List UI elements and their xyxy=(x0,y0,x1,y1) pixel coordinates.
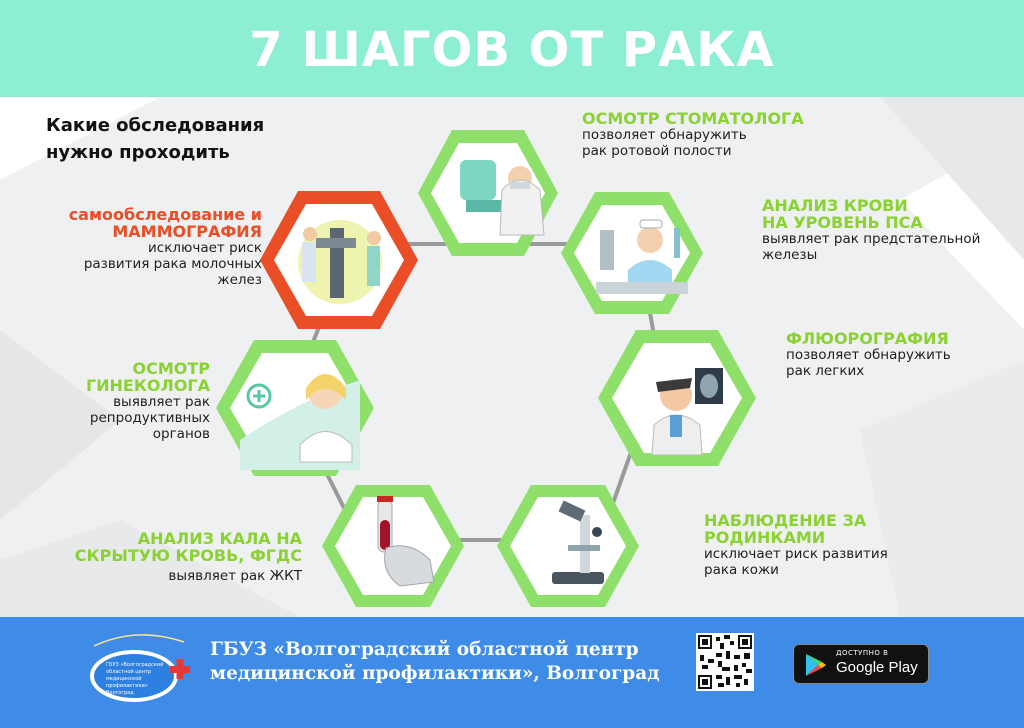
step-desc: желез xyxy=(217,272,262,288)
step-title: АНАЛИЗ КАЛА НА xyxy=(137,529,302,548)
step-moles xyxy=(704,512,924,578)
step-desc: рак ротовой полости xyxy=(582,143,732,159)
step-title: самообследование и xyxy=(68,205,262,224)
logo-text: профилактики» xyxy=(106,683,148,689)
step-title: РОДИНКАМИ xyxy=(704,528,826,547)
logo-text: медицинской xyxy=(106,676,142,682)
subtitle-line2: нужно проходить xyxy=(46,142,230,163)
qr-code[interactable] xyxy=(696,633,754,691)
store-name: Google Play xyxy=(836,659,918,676)
step-title: НАБЛЮДЕНИЕ ЗА xyxy=(704,511,867,530)
step-desc: позволяет обнаружить xyxy=(786,347,951,363)
step-desc: органов xyxy=(152,426,210,442)
subtitle-line1: Какие обследования xyxy=(46,115,265,136)
page-title: 7 ШАГОВ ОТ РАКА xyxy=(249,22,775,78)
google-play-icon xyxy=(802,652,828,678)
org-line1: ГБУЗ «Волгоградский областной центр xyxy=(210,639,639,660)
step-mammography xyxy=(8,206,262,288)
step-desc: позволяет обнаружить xyxy=(582,127,747,143)
step-title: ОСМОТР xyxy=(132,359,210,378)
step-title: ОСМОТР СТОМАТОЛОГА xyxy=(582,109,804,128)
step-title: АНАЛИЗ КРОВИ xyxy=(762,196,908,215)
step-dentist xyxy=(582,110,862,159)
step-desc: исключает риск xyxy=(148,240,262,256)
org-line2: медицинской профилактики», Волгоград xyxy=(210,663,660,684)
step-desc: железы xyxy=(762,247,818,263)
logo-text: областной центр xyxy=(106,669,152,675)
step-desc: развития рака молочных xyxy=(83,256,262,272)
step-title: ГИНЕКОЛОГА xyxy=(85,376,210,395)
step-stool-test xyxy=(20,530,302,584)
store-caption: ДОСТУПНО В xyxy=(836,649,889,657)
step-desc: выявляет рак предстательной xyxy=(762,231,981,247)
step-desc: репродуктивных xyxy=(89,410,210,426)
step-title: СКРЫТУЮ КРОВЬ, ФГДС xyxy=(74,546,302,565)
step-title: НА УРОВЕНЬ ПСА xyxy=(762,213,923,232)
step-desc: рак легких xyxy=(786,363,865,379)
organization-name xyxy=(210,638,680,686)
logo-text: ГБУЗ «Волгоградский xyxy=(106,662,164,668)
step-desc: рака кожи xyxy=(704,562,779,578)
step-fluorography xyxy=(786,330,1006,379)
organization-logo xyxy=(86,628,196,706)
step-title: ФЛЮОРОГРАФИЯ xyxy=(786,329,949,348)
google-play-button[interactable] xyxy=(793,644,929,684)
logo-text: Волгоград xyxy=(106,690,134,696)
step-desc: выявляет рак xyxy=(113,394,210,410)
step-gynecologist xyxy=(20,360,210,442)
mammography-icon xyxy=(298,220,382,304)
step-title: МАММОГРАФИЯ xyxy=(112,222,262,241)
section-subtitle xyxy=(46,112,306,166)
step-psa xyxy=(762,197,1022,263)
step-desc: исключает риск развития xyxy=(704,546,888,562)
step-desc: выявляет рак ЖКТ xyxy=(168,568,302,584)
